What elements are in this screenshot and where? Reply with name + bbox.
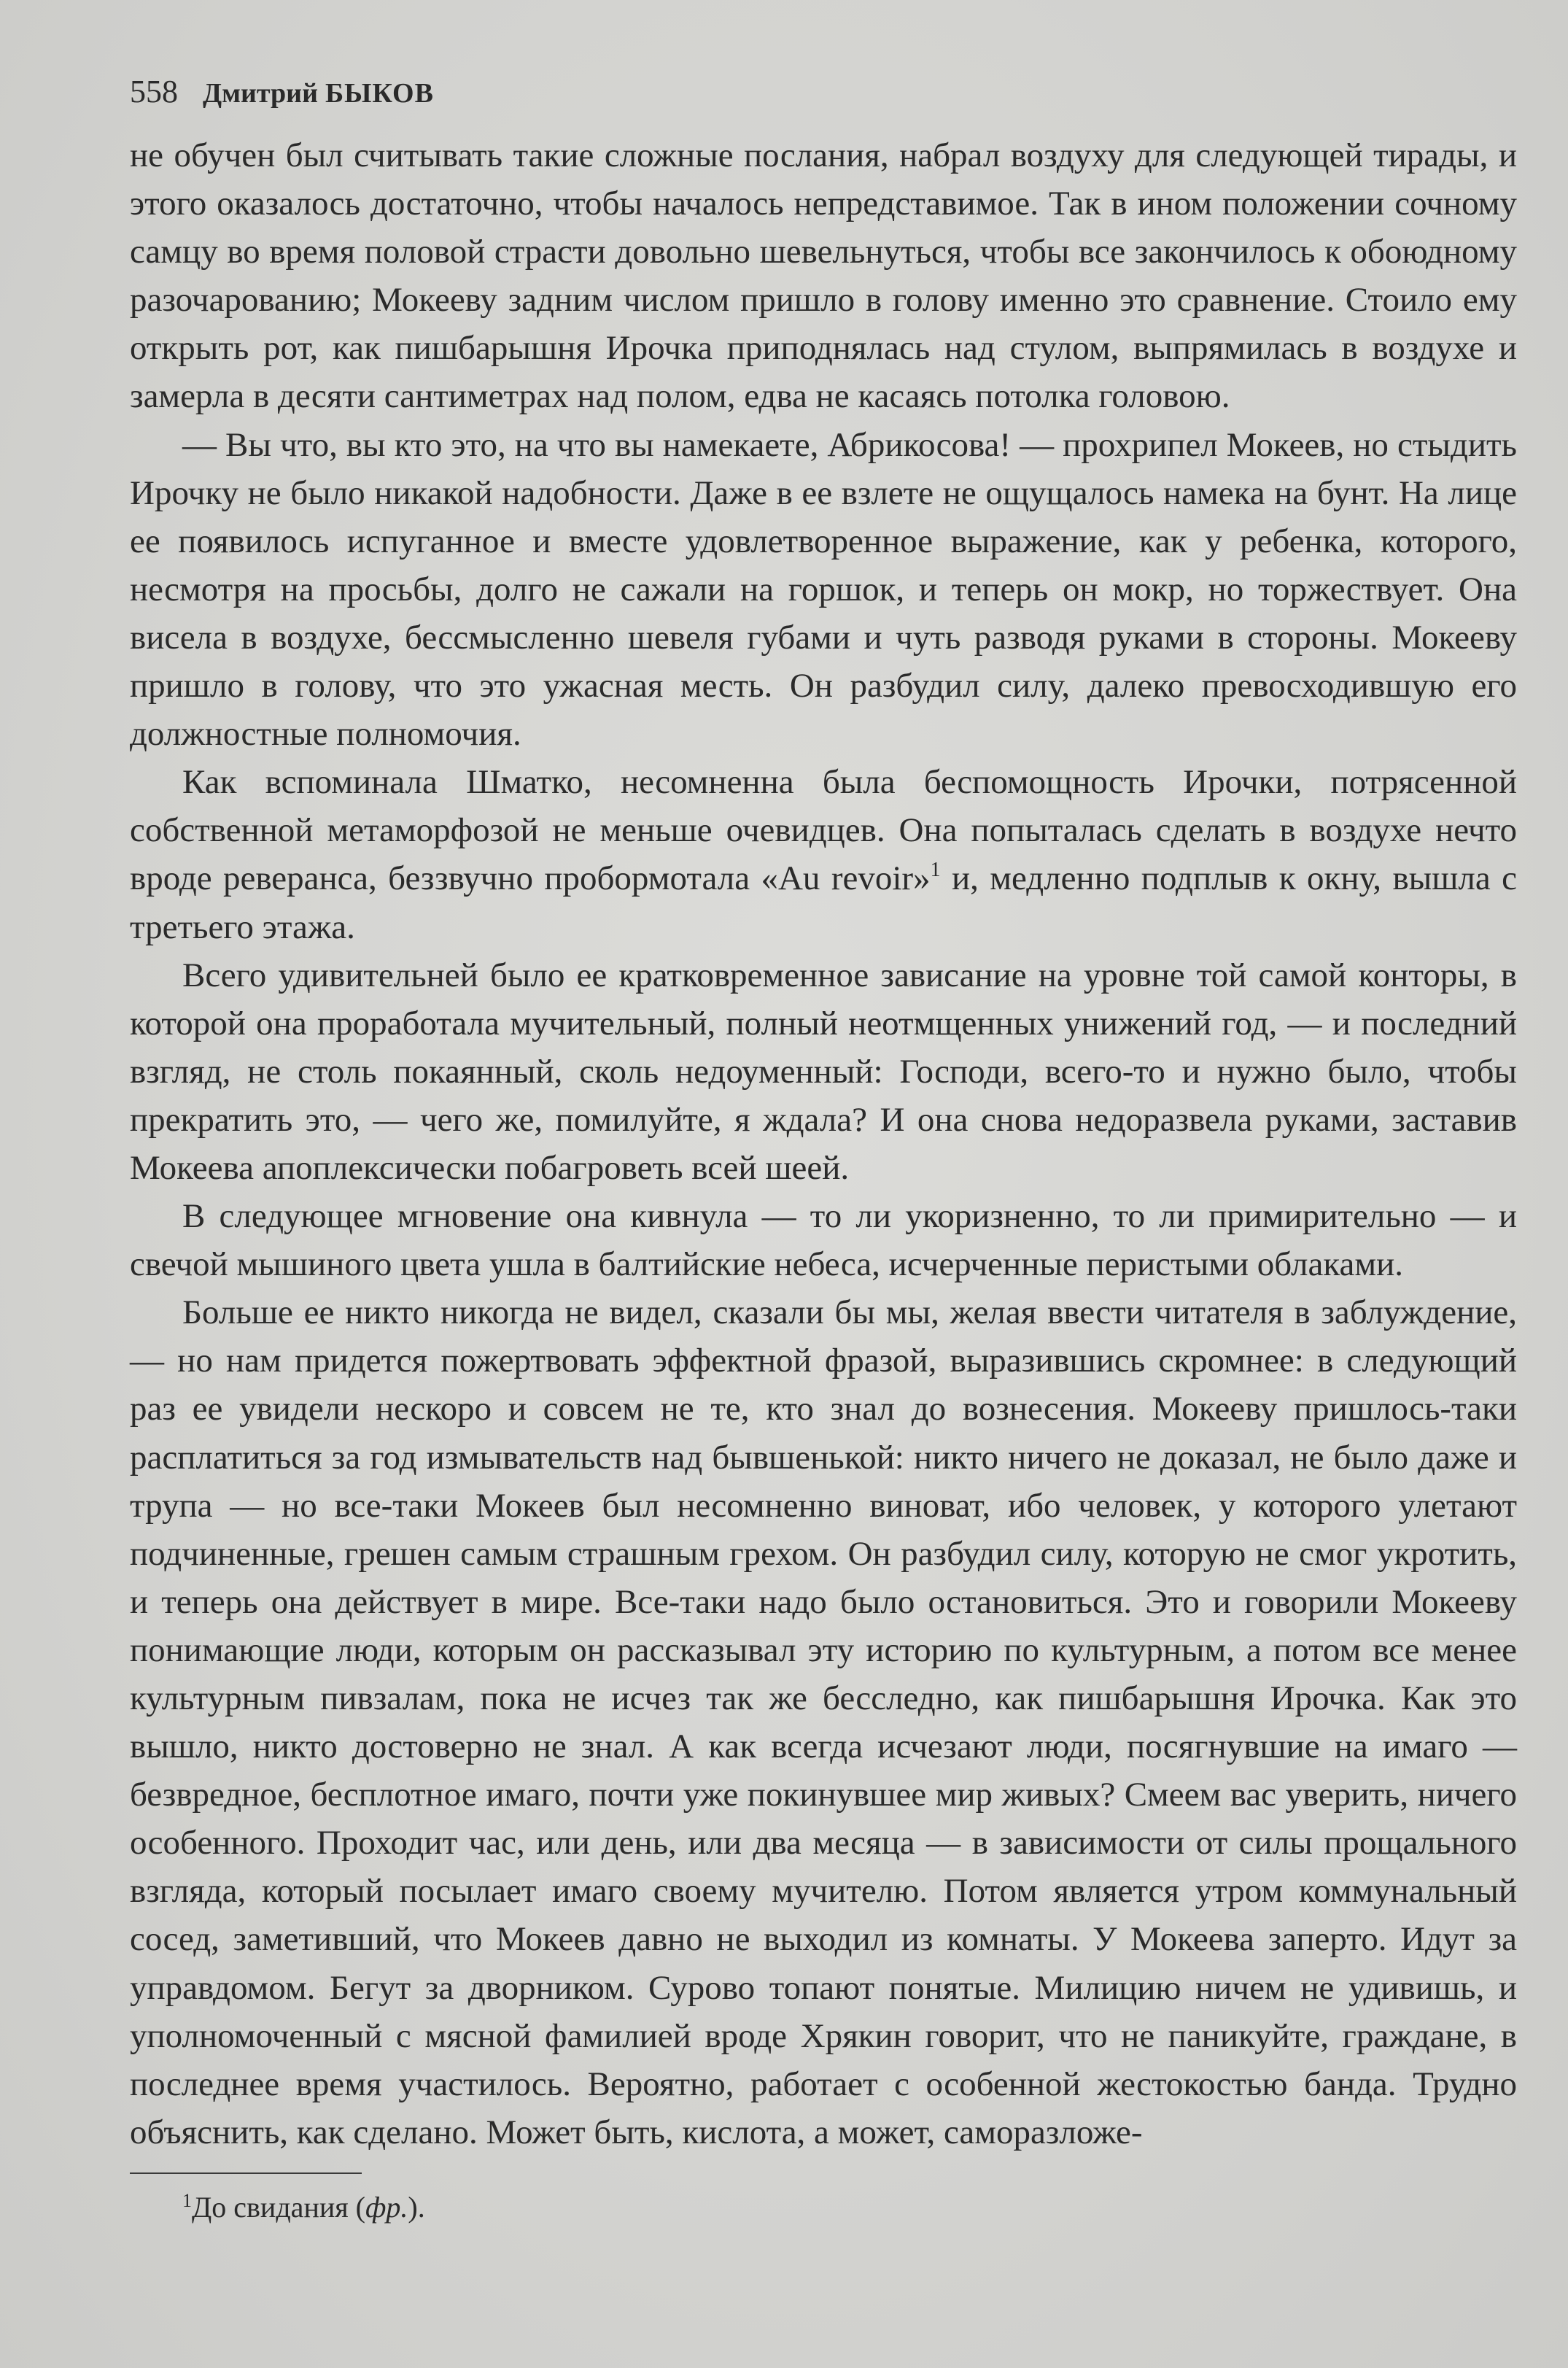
paragraph-4: Всего удивительней было ее кратковременное зависание на уровне той самой конторы, в которой она проработала мучительный, полный неотмщенных унижений год, — и последний взгляд, не столь покаянный, сколь недоуменный: Господи, всего-то и нужно было, чтобы прекратить это, — чего же, помилуйте, я ждала? И она снова недоразвела руками, заставив Мокеева апоплексически побагроветь всей шеей. — [130, 956, 1517, 1187]
running-head — [130, 70, 434, 115]
author-last-name: БЫКОВ — [325, 78, 434, 109]
paragraph-6: Больше ее никто никогда не видел, сказали бы мы, желая ввести читателя в заблуждение, — но нам придется пожертвовать эффектной фразой, выразившись скромнее: в следующий раз ее увидели нескоро и совсем не те, кто знал до вознесения. Мокееву пришлось-таки расплатиться за год измывательств над бывшенькой: никто ничего не доказал, не было даже и трупа — но все-таки Мокеев был несомненно виноват, ибо человек, у которого улетают подчиненные, грешен самым страшным грехом. Он разбудил силу, которую не смог укротить, и теперь она действует в мире. Все-таки надо было остановиться. Это и говорили Мокееву понимающие люди, которым он рассказывал эту историю по культурным, а потом все менее культурным пивзалам, пока не исчез так же бесследно, как пишбарышня Ирочка. Как это вышло, никто достоверно не знал. А как всегда исчезают люди, посягнувшие на имаго — безвредное, бесплотное имаго, почти уже покинувшее мир живых? Смеем вас уверить, ничего особенного. Проходит час, или день, или два месяца — в зависимости от силы прощального взгляда, который посылает имаго своему мучителю. Потом является утром коммунальный сосед, заметивший, что Мокеев давно не выходил из комнаты. У Мокеева заперто. Идут за управдомом. Бегут за дворником. Сурово топают понятые. Милицию ничем не удивишь, и уполномоченный с мясной фамилией вроде Хрякин говорит, что не паникуйте, граждане, в последнее время участилось. Вероятно, работает с особенной жестокостью банда. Трудно объяснить, как сделано. Может быть, кислота, а может, саморазложе- — [130, 1293, 1517, 2151]
paragraph-3-text-before: Как вспоминала Шматко, несомненна была беспомощность Ирочки, потрясенной собственной метаморфозой не меньше очевидцев. Она попыталась сделать в воздухе нечто вроде реверанса, беззвучно пробормотала «Au revoir» — [130, 763, 1517, 898]
paragraph-5: В следующее мгновение она кивнула — то ли укоризненно, то ли примирительно — и свечой мышиного цвета ушла в балтийские небеса, исчерченные перистыми облаками. — [130, 1197, 1517, 1284]
footnote-separator — [130, 2172, 362, 2174]
footnote-mark: 1 — [182, 2190, 192, 2211]
footnote-text-after: ). — [408, 2191, 425, 2224]
body-text — [130, 131, 1517, 2156]
page-number: 558 — [130, 74, 178, 109]
footnote-text-italic: фр. — [365, 2191, 408, 2224]
author-first-name: Дмитрий — [203, 78, 318, 109]
footnote — [182, 2187, 425, 2228]
footnote-text-before: До свидания ( — [192, 2191, 365, 2224]
paragraph-2: — Вы что, вы кто это, на что вы намекаете, Абрикосова! — прохрипел Мокеев, но стыдить Ирочку не было никакой надобности. Даже в ее взлете не ощущалось намека на бунт. На лице ее появилось испуганное и вместе удовлетворенное выражение, как у ребенка, которого, несмотря на просьбы, долго не сажали на горшок, и теперь он мокр, но торжествует. Она висела в воздухе, бессмысленно шевеля губами и чуть разводя руками в стороны. Мокееву пришло в голову, что это ужасная месть. Он разбудил силу, далеко превосходившую его должностные полномочия. — [130, 425, 1517, 754]
paragraph-3-text-after: и, медленно подплыв к окну, вышла с третьего этажа. — [130, 859, 1517, 946]
paragraph-1: не обучен был считывать такие сложные послания, набрал воздуху для следующей тирады, и этого оказалось достаточно, чтобы началось непредставимое. Так в ином положении сочному самцу во время половой страсти довольно шевельнуться, чтобы все закончилось к обоюдному разочарованию; Мокееву задним числом пришло в голову именно это сравнение. Стоило ему открыть рот, как пишбарышня Ирочка приподнялась над стулом, выпрямилась в воздухе и замерла в десяти сантиметрах над полом, едва не касаясь потолка головою. — [130, 136, 1517, 416]
paragraph-3 — [130, 758, 1517, 951]
footnote-reference: 1 — [930, 859, 941, 882]
